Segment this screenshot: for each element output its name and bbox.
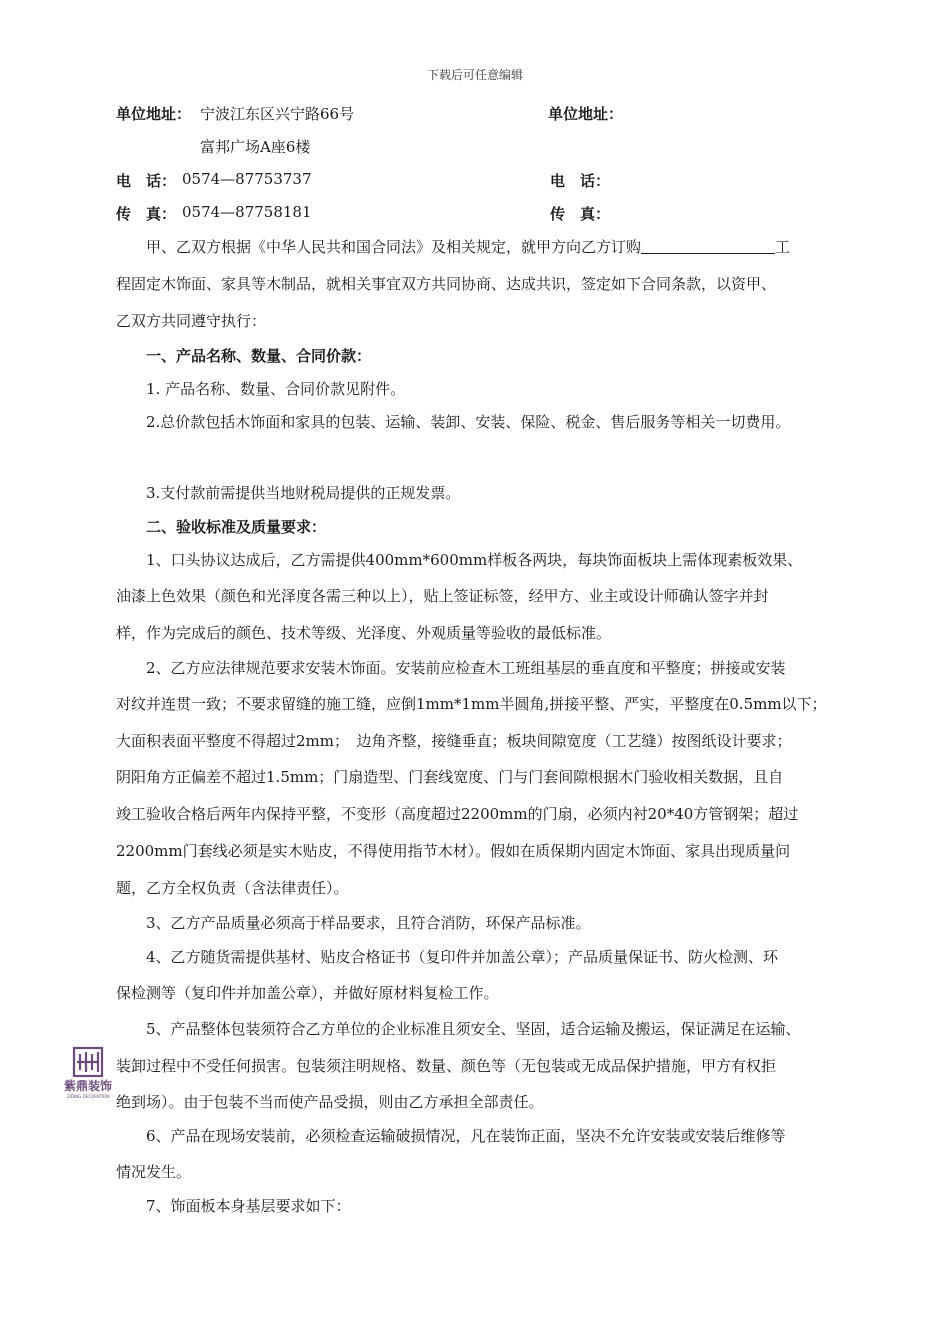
logo-mark-icon	[74, 1048, 102, 1076]
party-b-phone-label: 电 话：	[550, 172, 611, 190]
party-a-phone-label: 电 话：	[116, 172, 177, 190]
section-1-title: 一、产品名称、数量、合同价款：	[146, 347, 372, 365]
section-2-line: 2、乙方应法律规范要求安装木饰面。安装前应检查木工班组基层的垂直度和平整度；拼接或安装	[146, 659, 786, 677]
section-2-line: 阴阳角方正偏差不超过1.5mm；门扇造型、门套线宽度、门与门套间隙根据木门验收相关数据，且自	[116, 768, 784, 786]
section-2-line: 6、产品在现场安装前，必须检查运输破损情况，凡在装饰正面，坚决不允许安装或安装后维修等	[146, 1127, 786, 1145]
section-1-item: 2.总价款包括木饰面和家具的包装、运输、装卸、安装、保险、税金、售后服务等相关一切费用。	[146, 413, 791, 431]
intro-line-1	[146, 236, 790, 257]
section-2-line: 5、产品整体包装须符合乙方单位的企业标准且须安全、坚固，适合运输及搬运，保证满足在运输、	[146, 1020, 801, 1038]
section-2-title: 二、验收标准及质量要求：	[146, 518, 327, 536]
party-b-address-label: 单位地址：	[548, 105, 624, 123]
section-2-line: 装卸过程中不受任何损害。包装须注明规格、数量、颜色等（无包装或无成品保护措施，甲方有权拒	[116, 1057, 777, 1075]
section-2-line: 1、口头协议达成后，乙方需提供400mm*600mm样板各两块，每块饰面板块上需体现素板效果、	[146, 551, 803, 569]
logo-sub-text: ZIDING DECORATION	[67, 1094, 109, 1099]
section-1-item: 3.支付款前需提供当地财税局提供的正规发票。	[146, 484, 461, 502]
party-a-fax: 0574—87758181	[182, 203, 312, 221]
party-b-fax-label: 传 真：	[550, 205, 611, 223]
section-2-line: 绝到场）。由于包装不当而使产品受损，则由乙方承担全部责任。	[116, 1093, 544, 1111]
party-a-address-line2: 富邦广场A座6楼	[200, 138, 311, 156]
intro-text-end: 工	[775, 238, 791, 256]
section-2-line: 保检测等（复印件并加盖公章），并做好原材料复检工作。	[116, 984, 499, 1002]
party-a-fax-label: 传 真：	[116, 205, 177, 223]
intro-line-2: 程固定木饰面、家具等木制品，就相关事宜双方共同协商、达成共识，签定如下合同条款，以资甲、	[116, 275, 777, 293]
section-2-line: 3、乙方产品质量必须高于样品要求，且符合消防，环保产品标准。	[146, 914, 591, 932]
section-2-line: 7、饰面板本身基层要求如下：	[146, 1197, 351, 1215]
section-2-line: 题，乙方全权负责（含法律责任）。	[116, 879, 349, 897]
section-2-line: 对纹并连贯一致；不要求留缝的施工缝，应倒1mm*1mm半圆角,拼接平整、严实，平整度在0.5mm以下；	[116, 695, 827, 713]
party-a-address-label: 单位地址：	[116, 105, 192, 123]
intro-text: 甲、乙双方根据《中华人民共和国合同法》及相关规定，就甲方向乙方订购	[146, 238, 642, 256]
logo-brand-text: 紫鼎装饰	[63, 1079, 113, 1093]
page-header-note: 下载后可任意编辑	[426, 68, 523, 82]
party-a-address-line1: 宁波江东区兴宁路66号	[200, 105, 355, 123]
company-logo	[52, 1046, 124, 1100]
section-2-line: 竣工验收合格后两年内保持平整，不变形（高度超过2200mm的门扇，必须内衬20*40方管钢架；超过	[116, 805, 799, 823]
project-name-blank	[641, 239, 775, 254]
section-1-item: 1. 产品名称、数量、合同价款见附件。	[146, 380, 406, 398]
section-2-line: 样，作为完成后的颜色、技术等级、光泽度、外观质量等验收的最低标准。	[116, 624, 612, 642]
section-2-line: 2200mm门套线必须是实木贴皮，不得使用指节木材）。假如在质保期内固定木饰面、家具出现质量问	[116, 842, 791, 860]
section-2-line: 4、乙方随货需提供基材、贴皮合格证书（复印件并加盖公章）；产品质量保证书、防火检测、环	[146, 948, 779, 966]
party-a-phone: 0574—87753737	[182, 170, 312, 188]
intro-line-3: 乙双方共同遵守执行：	[116, 312, 267, 330]
section-2-line: 情况发生。	[116, 1163, 192, 1181]
section-2-line: 大面积表面平整度不得超过2mm； 边角齐整，接缝垂直；板块间隙宽度（工艺缝）按图纸设计要求；	[116, 732, 792, 750]
section-2-line: 油漆上色效果（颜色和光泽度各需三种以上），贴上签证标签，经甲方、业主或设计师确认签字并封	[116, 587, 769, 605]
